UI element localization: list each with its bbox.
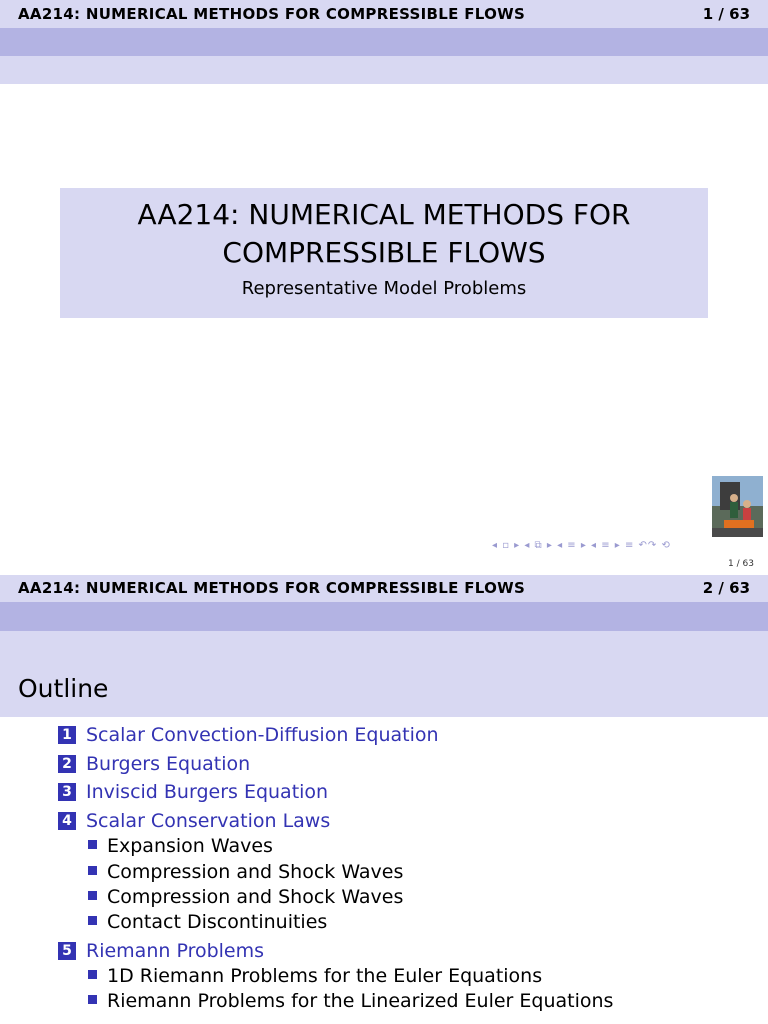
outline-section[interactable] <box>58 810 330 832</box>
header-band-dark <box>0 602 768 631</box>
subsection-label: 1D Riemann Problems for the Euler Equations <box>107 965 543 987</box>
frame-title: Outline <box>18 674 109 703</box>
outline-subsection[interactable] <box>88 861 403 883</box>
section-number: 1 <box>58 726 76 744</box>
section-number: 5 <box>58 942 76 960</box>
section-number: 2 <box>58 755 76 773</box>
bullet-square-icon <box>88 866 97 875</box>
outline-section[interactable] <box>58 940 264 962</box>
bullet-square-icon <box>88 970 97 979</box>
title-line-2: COMPRESSIBLE FLOWS <box>222 236 546 269</box>
subsection-label: Expansion Waves <box>107 835 273 857</box>
section-label: Scalar Convection-Diffusion Equation <box>86 724 439 746</box>
header-band-light <box>0 56 768 84</box>
header-title: AA214: NUMERICAL METHODS FOR COMPRESSIBLE FLOWS <box>18 5 526 23</box>
subsection-label: Contact Discontinuities <box>107 911 328 933</box>
subsection-label: Compression and Shock Waves <box>107 861 404 883</box>
outline-subsection[interactable] <box>88 835 273 857</box>
outline-section[interactable] <box>58 753 250 775</box>
page-number-small: 1 / 63 <box>728 559 754 569</box>
subsection-label: Compression and Shock Waves <box>107 886 404 908</box>
outline-subsection[interactable] <box>88 990 613 1012</box>
navigation-symbols-icon[interactable]: ◂ ▫ ▸ ◂ ⧉ ▸ ◂ ≡ ▸ ◂ ≡ ▸ ≡ ↶↷ ⟲ <box>492 540 671 551</box>
slide-header <box>0 0 768 28</box>
slide-2 <box>0 575 768 1024</box>
frame-title-bar <box>0 631 768 717</box>
page-number: 1 / 63 <box>702 5 750 23</box>
bullet-square-icon <box>88 840 97 849</box>
title-line-1: AA214: NUMERICAL METHODS FOR <box>137 198 631 231</box>
outline-section[interactable] <box>58 781 328 803</box>
subtitle: Representative Model Problems <box>241 278 527 299</box>
header-band-dark <box>0 28 768 56</box>
title-box <box>60 188 708 318</box>
photo-thumbnail-icon <box>712 476 763 537</box>
page-number: 2 / 63 <box>702 579 750 597</box>
header-title: AA214: NUMERICAL METHODS FOR COMPRESSIBLE FLOWS <box>18 579 526 597</box>
outline-section[interactable] <box>58 724 439 746</box>
bullet-square-icon <box>88 891 97 900</box>
section-number: 3 <box>58 783 76 801</box>
section-label: Inviscid Burgers Equation <box>86 781 329 803</box>
section-number: 4 <box>58 812 76 830</box>
bullet-square-icon <box>88 916 97 925</box>
outline-subsection[interactable] <box>88 886 403 908</box>
subsection-label: Riemann Problems for the Linearized Euler Equations <box>107 990 614 1012</box>
section-label: Scalar Conservation Laws <box>86 810 331 832</box>
section-label: Riemann Problems <box>86 940 265 962</box>
slide-header <box>0 575 768 602</box>
bullet-square-icon <box>88 995 97 1004</box>
outline-subsection[interactable] <box>88 965 542 987</box>
section-label: Burgers Equation <box>86 753 251 775</box>
outline-subsection[interactable] <box>88 911 327 933</box>
